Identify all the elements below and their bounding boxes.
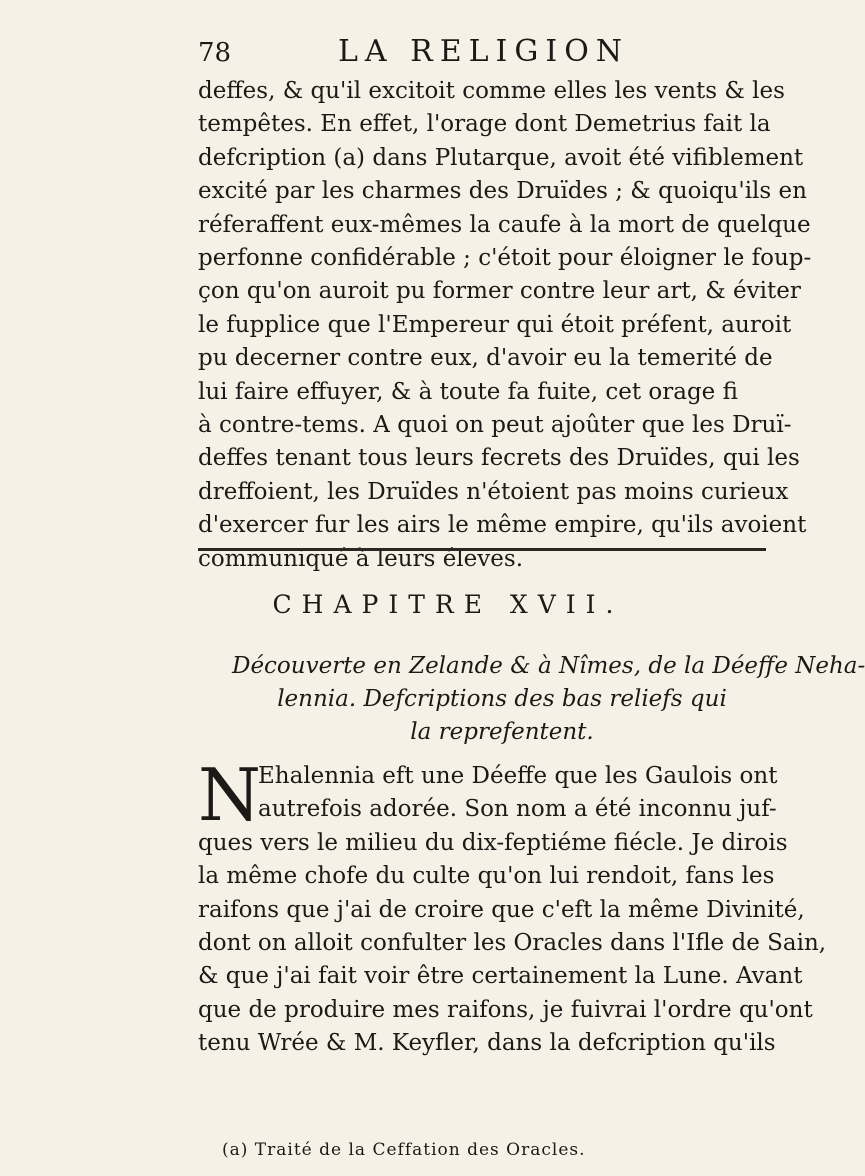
chapter-subtitle [232, 650, 865, 749]
text-line: la même chofe du culte qu'on lui rendoit, fans les [198, 863, 775, 890]
text-line: à contre-tems. A quoi on peut ajoûter que les Druï- [198, 412, 792, 439]
running-title: LA RELIGION [338, 34, 630, 69]
section-divider [198, 548, 766, 551]
page-header [198, 34, 778, 74]
text-line: deffes tenant tous leurs fecrets des Druïdes, qui les [198, 445, 800, 472]
subtitle-line: Découverte en Zelande & à Nîmes, de la Déeffe Neha- [232, 653, 865, 679]
body-text [198, 75, 812, 576]
text-line: tempêtes. En effet, l'orage dont Demetrius fait la [198, 111, 771, 138]
text-line: tenu Wrée & M. Keyfler, dans la defcription qu'ils [198, 1030, 776, 1057]
page-number: 78 [198, 38, 232, 68]
text-line: que de produire mes raifons, je fuivrai l'ordre qu'ont [198, 996, 813, 1023]
text-line: deffes, & qu'il excitoit comme elles les vents & les [198, 78, 785, 104]
text-line: perfonne confidérable ; c'étoit pour éloigner le foup- [198, 245, 812, 272]
text-line: excité par les charmes des Druïdes ; & quoiqu'ils en [198, 178, 807, 205]
subtitle-line: la reprefentent. [410, 719, 594, 745]
text-line: le fupplice que l'Empereur qui étoit préfent, auroit [198, 311, 792, 338]
text-line: raifons que j'ai de croire que c'eft la même Divinité, [198, 896, 805, 923]
subtitle-line: lennia. Defcriptions des bas reliefs qui [277, 686, 727, 712]
text-line: dont on alloit confulter les Oracles dans l'Ifle de Sain, [198, 930, 827, 957]
text-line: ques vers le milieu du dix-feptiéme fiécle. Je dirois [198, 829, 788, 856]
text-line: autrefois adorée. Son nom a été inconnu juf- [258, 796, 777, 823]
text-line: pu decerner contre eux, d'avoir eu la temerité de [198, 345, 773, 372]
chapter-title: CHAPITRE XVII. [272, 590, 624, 619]
text-line: çon qu'on auroit pu former contre leur art, & éviter [198, 278, 801, 305]
drop-cap: N [198, 753, 261, 837]
text-line: d'exercer fur les airs le même empire, qu'ils avoient [198, 512, 807, 539]
footnote: (a) Traité de la Ceffation des Oracles. [222, 1140, 586, 1160]
chapter-body [198, 753, 827, 1061]
text-line: réferaffent eux-mêmes la caufe à la mort de quelque [198, 211, 811, 238]
text-line: communiqué à leurs éleves. [198, 545, 523, 572]
text-line: defcription (a) dans Plutarque, avoit été vifiblement [198, 144, 804, 171]
text-line: lui faire effuyer, & à toute fa fuite, cet orage fi [198, 378, 738, 405]
text-line: & que j'ai fait voir être certainement la Lune. Avant [198, 963, 803, 990]
text-line: dreffoient, les Druïdes n'étoient pas moins curieux [198, 478, 789, 505]
text-line: Ehalennia eft une Déeffe que les Gaulois ont [258, 763, 778, 789]
